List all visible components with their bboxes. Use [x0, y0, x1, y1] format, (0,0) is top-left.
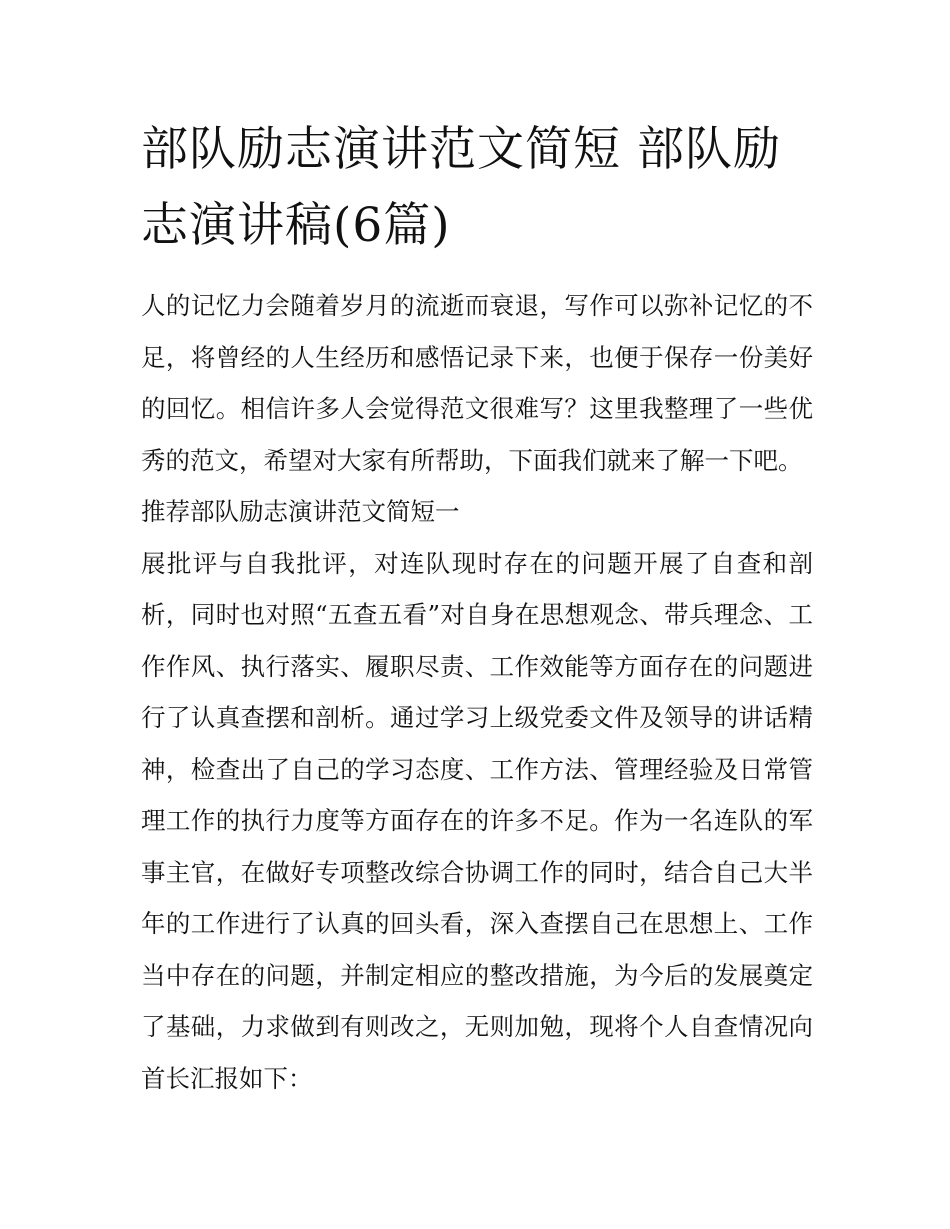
- document-body: [141, 280, 813, 1104]
- section-heading: 推荐部队励志演讲范文简短一: [141, 497, 460, 526]
- document-title: 部队励志演讲范文简短 部队励志演讲稿(6篇): [141, 122, 781, 253]
- section-paragraph: 展批评与自我批评，对连队现时存在的问题开展了自查和剖析，同时也对照“五查五看”对自身在思想观念、带兵理念、工作作风、执行落实、履职尽责、工作效能等方面存在的问题进行了认真查摆和剖析。通过学习上级党委文件及领导的讲话精神，检查出了自己的学习态度、工作方法、管理经验及日常管理工作的执行力度等方面存在的许多不足。作为一名连队的军事主官，在做好专项整改综合协调工作的同时，结合自己大半年的工作进行了认真的回头看，深入查摆自己在思想上、工作当中存在的问题，并制定相应的整改措施，为今后的发展奠定了基础，力求做到有则改之，无则加勉，现将个人自查情况向首长汇报如下：: [141, 548, 813, 1093]
- intro-paragraph: 人的记忆力会随着岁月的流逝而衰退，写作可以弥补记忆的不足，将曾经的人生经历和感悟记录下来，也便于保存一份美好的回忆。相信许多人会觉得范文很难写？这里我整理了一些优秀的范文，希望对大家有所帮助，下面我们就来了解一下吧。: [141, 291, 813, 475]
